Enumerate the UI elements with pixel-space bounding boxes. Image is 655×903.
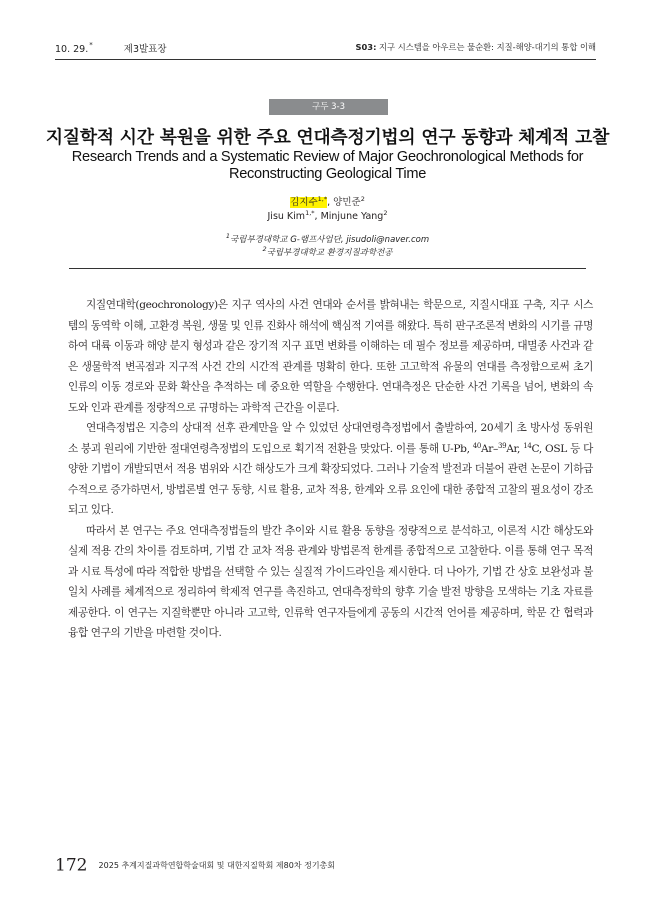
running-header-left	[55, 41, 167, 55]
title-english-line1: Research Trends and a Systematic Review of Major Geochronological Methods for	[71, 149, 584, 165]
title-english	[0, 149, 655, 183]
authors-korean: 김지수$^{1,*}$, 양민준$^2$	[290, 195, 365, 208]
authors-english: Jisu Kim$^{1,*}$, Minjune Yang$^2$	[267, 209, 388, 222]
page-footer	[55, 855, 335, 876]
abstract-paragraph-1: 지질연대학(geochronology)은 지구 역사의 사건 연대와 순서를 밝혀내는 학문으로, 지질시대표 구축, 지구 시스템의 동역학 이해, 고환경 복원, 생물 및 인류 진화사 해석에 핵심적 기여를 해왔다. 특히 판구조론적 변화의 시기를 규명하여 대륙 이동과 해양 분지 형성과 같은 장기적 지구 표면 변화를 이해하는 데 필수 정보를 제공하며, 대멸종 사건과 같은 생물학적 변곡점과 지구적 사건 간의 시간적 관계를 명확히 한다. 또한 고고학적 유물의 연대를 측정함으로써 초기 인류의 이동 경로와 문화 확산을 추적하는 데 중요한 역할을 수행한다. 연대측정은 단순한 사건 기록을 넘어, 변화의 속도와 인과 관계를 정량적으로 규명하는 과학적 근간을 이룬다.	[68, 299, 593, 414]
header-date-mark: *	[89, 41, 93, 49]
abstract-paragraph-3: 따라서 본 연구는 주요 연대측정법들의 발간 추이와 시료 활용 동향을 정량적으로 분석하고, 이론적 시간 해상도와 실제 적용 간의 차이를 검토하며, 기법 간 교차 적용 관계와 방법론적 한계를 종합적으로 고찰한다. 이를 통해 연구 목적과 시료 특성에 따라 적합한 방법을 선택할 수 있는 실질적 가이드라인을 제시한다. 더 나아가, 기법 간 상호 보완성과 불일치 사례를 체계적으로 정리하여 학제적 연구를 촉진하고, 연대측정학의 향후 기술 발전 방향을 모색하는 기초 자료를 제공한다. 이 연구는 지질학뿐만 아니라 고고학, 인류학 연구자들에게 공동의 시간적 언어를 제공하며, 학문 간 협력과 융합 연구의 기반을 마련할 것이다.	[68, 524, 593, 639]
header-date: 10. 29.*	[55, 41, 93, 55]
author-second-korean: 양민준	[333, 197, 361, 208]
affiliation-2: $^2$국립부경대학교 환경지질과학전공	[262, 245, 393, 258]
header-session: 제3발표장	[123, 44, 167, 55]
page-number: 172	[55, 855, 88, 876]
conference-name: 2025 추계지질과학연합학술대회 및 대한지질학회 제80차 정기총회	[98, 861, 335, 870]
presentation-tag: 구두 3-3	[269, 99, 388, 115]
symposium-title: 지구 시스템을 아우르는 물순환: 지질-해양-대기의 통합 이해	[379, 42, 596, 52]
running-header-right	[356, 41, 596, 53]
author-second-english: Minjune Yang	[320, 211, 384, 222]
header-rule	[55, 59, 596, 60]
abstract-paragraph-2: 연대측정법은 지층의 상대적 선후 관계만을 알 수 있었던 상대연령측정법에서 출발하여, 20세기 초 방사성 동위원소 붕괴 원리에 기반한 절대연령측정법의 도입으로 획기적 전환을 맞았다. 이를 통해 U-Pb, $^{40}$Ar–$^{39}$Ar, $^{14}$C, OSL 등 다양한 기법이 개발되면서 적용 범위와 시간 해상도가 크게 확장되었다. 그러나 기술적 발전과 더불어 관련 논문이 기하급수적으로 증가하면서, 방법론별 연구 동향, 시료 활용, 교차 적용, 한계와 오류 요인에 대한 종합적 고찰의 필요성이 강조되고 있다.	[68, 422, 593, 516]
symposium-code: S03:	[355, 42, 377, 52]
author-first-korean: 김지수$^{1,*}$	[290, 195, 328, 208]
section-rule	[69, 268, 586, 269]
abstract-body	[68, 295, 593, 644]
title-korean: 지질학적 시간 복원을 위한 주요 연대측정기법의 연구 동향과 체계적 고찰	[45, 127, 610, 148]
title-english-line2: Reconstructing Geological Time	[228, 166, 427, 182]
author-first-english: Jisu Kim	[267, 211, 306, 222]
affiliation-1: $^1$국립부경대학교 G-램프사업단, jisudoli@naver.com	[225, 232, 430, 245]
